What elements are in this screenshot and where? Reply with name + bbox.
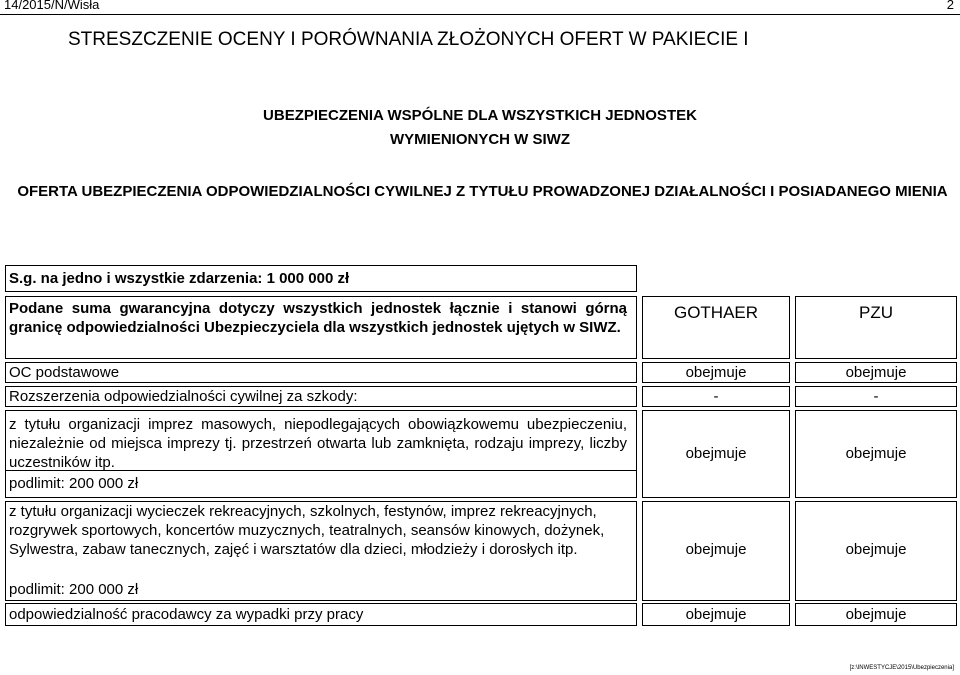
insurer-gothaer-label: GOTHAER (673, 303, 759, 322)
sum-insured-box (5, 265, 637, 292)
coverage-value: obejmuje (845, 445, 907, 462)
row-label: Rozszerzenia odpowiedzialności cywilnej za szkody: (9, 388, 358, 405)
table-cell-gothaer (642, 410, 790, 498)
table-row (5, 362, 637, 383)
table-cell-pzu (795, 501, 957, 601)
sublimit-text: podlimit: 200 000 zł (9, 581, 139, 598)
coverage-value: obejmuje (845, 541, 907, 558)
page-title: STRESZCZENIE OCENY I PORÓWNANIA ZŁOŻONYCH OFERT W PAKIECIE I (68, 29, 749, 50)
table-cell-pzu (795, 603, 957, 626)
insurer-gothaer-header (642, 296, 790, 359)
page-number: 2 (946, 0, 954, 12)
coverage-value: obejmuje (685, 364, 747, 381)
table-cell-gothaer (642, 362, 790, 383)
coverage-value: obejmuje (685, 445, 747, 462)
table-cell-gothaer (642, 386, 790, 407)
sublimit-text: podlimit: 200 000 zł (9, 475, 139, 492)
coverage-value: - (713, 388, 719, 405)
table-intro-cell (5, 296, 637, 359)
sum-insured-text: S.g. na jedno i wszystkie zdarzenia: 1 000 000 zł (9, 270, 350, 287)
sublimit-cell (5, 470, 637, 498)
table-cell-pzu (795, 386, 957, 407)
row-label: odpowiedzialność pracodawcy za wypadki przy pracy (9, 606, 364, 623)
table-row (5, 386, 637, 407)
table-intro-text: Podane suma gwarancyjna dotyczy wszystkich jednostek łącznie i stanowi górną granicę odpowiedzialności Ubezpieczyciela dla wszystkich jednostek ujętych w SIWZ. (9, 300, 627, 336)
row-label: z tytułu organizacji wycieczek rekreacyjnych, szkolnych, festynów, imprez rekreacyjnych, rozgrywek sportowych, koncertów muzycznych, teatralnych, seansów kinowych, dożynek, Sylwestra, zabaw tanecznych, zajęć i warsztatów dla dzieci, młodzieży i dorosłych itp. (9, 503, 605, 558)
coverage-value: obejmuje (685, 541, 747, 558)
table-row (5, 501, 637, 601)
table-row (5, 603, 637, 626)
table-cell-gothaer (642, 501, 790, 601)
table-cell-pzu (795, 410, 957, 498)
insurer-pzu-header (795, 296, 957, 359)
file-path-footer: [z:\INWESTYCJE\2015\Ubezpieczenia] (849, 665, 954, 671)
row-label: z tytułu organizacji imprez masowych, niepodlegających obowiązkowemu ubezpieczeniu, niezależnie od miejsca imprezy tj. przestrzeń otwarta lub zamknięta, rodzaju imprezy, liczby uczestników itp. (9, 416, 627, 471)
row-label: OC podstawowe (9, 364, 120, 381)
coverage-value: obejmuje (845, 364, 907, 381)
subtitle-line-1: UBEZPIECZENIA WSPÓLNE DLA WSZYSTKICH JEDNOSTEK (263, 107, 697, 124)
coverage-value: obejmuje (845, 606, 907, 623)
table-cell-gothaer (642, 603, 790, 626)
coverage-value: obejmuje (685, 606, 747, 623)
insurer-pzu-label: PZU (859, 303, 893, 322)
coverage-value: - (873, 388, 879, 405)
table-cell-pzu (795, 362, 957, 383)
subtitle-line-2: WYMIENIONYCH W SIWZ (390, 131, 570, 148)
header-divider (0, 14, 960, 15)
document-reference: 14/2015/N/Wisła (4, 0, 100, 12)
offer-title: OFERTA UBEZPIECZENIA ODPOWIEDZIALNOŚCI CYWILNEJ Z TYTUŁU PROWADZONEJ DZIAŁALNOŚCI I POSIADANEGO MIENIA (17, 183, 948, 200)
